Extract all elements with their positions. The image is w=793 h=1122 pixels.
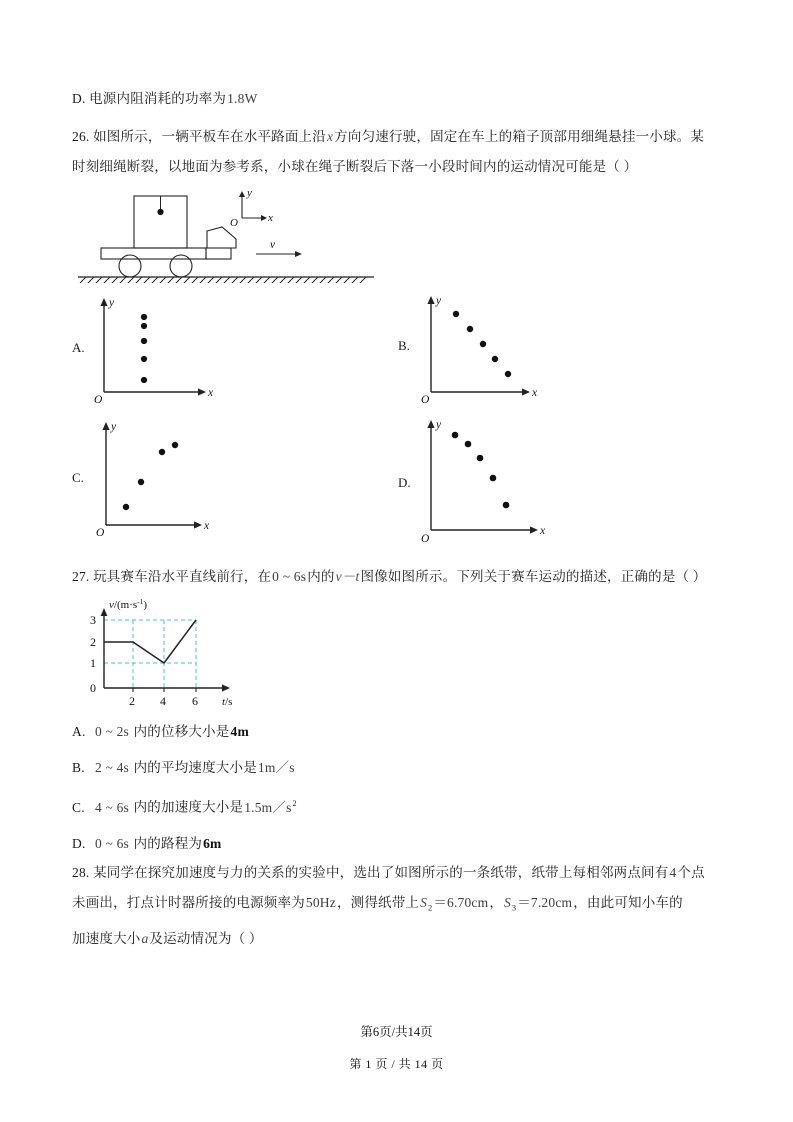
option-c-range: 4 ~ 6s	[95, 799, 130, 815]
question-27-option-b	[72, 750, 732, 786]
option-b-range: 2 ~ 4s	[95, 760, 130, 775]
option-b-value: 1m／s	[257, 760, 295, 775]
wheel-front	[170, 255, 192, 277]
question-26-text-b: 方向匀速行驶，固定在车上的箱子顶部用细绳悬挂一小球。某	[334, 129, 705, 144]
chart-x-arrow	[222, 684, 230, 691]
question-27-option-c	[72, 786, 732, 826]
flatbed-platform-right	[206, 248, 231, 259]
option-a-y-arrow	[100, 298, 107, 306]
previous-question-option-d	[72, 84, 722, 114]
question-27-option-d	[72, 826, 732, 862]
question-27-number: 27.	[72, 569, 90, 584]
question-27-text-c: 图像如图所示。下列关于赛车运动的描述，正确的是（ ）	[360, 569, 707, 584]
option-a-y-label: y	[109, 297, 115, 309]
option-c-origin: O	[96, 527, 105, 537]
chart-data-line	[104, 620, 196, 663]
page-footer-bottom: 第 1 页 / 共 14 页	[349, 1057, 444, 1071]
option-b-origin: O	[421, 394, 430, 404]
option-a-graph	[72, 292, 242, 404]
wheel-rear	[119, 255, 141, 277]
option-b-y-arrow	[427, 296, 434, 304]
velocity-arrow-head	[295, 251, 302, 257]
chart-x-axis-label: t/s	[222, 696, 233, 708]
question-28-s3-value: ＝7.20cm	[517, 895, 573, 910]
fig-origin-label: O	[230, 217, 238, 229]
question-28-text-e: ，由此可知小车的	[573, 895, 683, 910]
option-b-graph	[398, 286, 573, 404]
option-d-graph	[398, 410, 578, 545]
option-c-text: 内的加速度大小是	[133, 799, 244, 815]
question-27-option-a	[72, 714, 732, 750]
question-26-text-c: 时刻细绳断裂，以地面为参考系，小球在绳子断裂后下落一小段时间内的运动情况可能是（ ）	[72, 159, 638, 174]
option-c-x-label: x	[204, 520, 210, 532]
question-27-range: 0 ~ 6s	[272, 569, 307, 584]
fig-axis-y-label: y	[247, 187, 252, 199]
option-d-origin: O	[421, 533, 430, 545]
question-26-option-d	[398, 410, 578, 545]
fig-axis-x-label: x	[268, 212, 273, 224]
option-c-value: 1.5m／s	[244, 799, 292, 815]
cab	[207, 227, 236, 248]
question-27-vt-label: v－t	[335, 569, 360, 584]
question-27-line-1	[72, 562, 732, 592]
question-27-text-b: 内的	[307, 569, 335, 584]
question-26-text-a: 如图所示，一辆平板车在水平路面上沿	[93, 129, 326, 144]
question-27-text-a: 玩具赛车沿水平直线前行，在	[93, 569, 272, 584]
velocity-time-chart	[72, 592, 272, 710]
option-d-x-arrow	[530, 526, 538, 533]
option-b-x-arrow	[522, 388, 530, 395]
velocity-time-svg	[72, 592, 272, 710]
option-d-y-label: y	[436, 419, 442, 431]
document-body	[72, 84, 722, 182]
question-28-line-1	[72, 858, 737, 888]
option-a-text: 内的位移大小是	[133, 724, 230, 739]
flatbed-platform	[101, 248, 206, 259]
fig-axis-x-arrow	[261, 215, 267, 221]
question-26-option-c	[72, 412, 247, 537]
question-28-point-count: 4	[669, 865, 677, 880]
page-footer-top: 第6页/共14页	[360, 1025, 433, 1039]
question-28-number: 28.	[72, 865, 90, 880]
flatbed-cart-svg	[76, 186, 376, 286]
option-d-points	[452, 432, 510, 509]
question-28-variable-a: a	[141, 930, 149, 946]
option-b-x-label: x	[532, 387, 538, 399]
question-26-line-2	[72, 152, 722, 182]
option-d-range: 0 ~ 6s	[95, 835, 130, 851]
option-c-y-arrow	[102, 422, 109, 430]
option-b-y-label: y	[436, 295, 442, 307]
question-28-text-d: ，测得纸带上	[336, 895, 420, 910]
question-27-options	[72, 714, 732, 862]
option-a-origin: O	[94, 394, 103, 404]
question-28-line-2	[72, 888, 737, 924]
option-d-y-arrow	[427, 420, 434, 428]
question-26-number: 26.	[72, 129, 90, 144]
question-28-text-a: 某同学在探究加速度与力的关系的实验中，选出了如图所示的一条纸带，纸带上每相邻两点间有	[93, 865, 669, 880]
question-26-variable-x: x	[326, 129, 334, 144]
option-b-text: 内的平均速度大小是	[133, 760, 257, 775]
option-c-points	[123, 442, 178, 510]
chart-y-arrow	[101, 608, 108, 616]
option-d-x-label: x	[540, 525, 546, 537]
question-28-line-3	[72, 924, 737, 954]
hanging-ball	[157, 209, 163, 215]
question-26-option-a	[72, 292, 242, 404]
option-a-label: A.	[72, 340, 85, 355]
option-label: D.	[72, 91, 86, 106]
chart-xtick-4: 4	[160, 694, 166, 708]
option-c-value-exponent: 2	[292, 799, 297, 808]
fig-axis-y-arrow	[239, 191, 245, 197]
chart-ytick-3: 3	[90, 613, 96, 627]
flatbed-cart-figure	[76, 186, 376, 286]
chart-y-axis-label: $v/(m\cdot s^{-1})$	[109, 596, 148, 611]
option-a-x-arrow	[198, 388, 206, 395]
option-d-text: 内的路程为	[133, 835, 203, 851]
option-a-x-label: x	[208, 387, 214, 399]
option-c-label: C.	[72, 799, 85, 815]
question-28-s2-subscript: 2	[428, 903, 433, 913]
option-c-x-arrow	[194, 521, 202, 528]
option-c-graph	[72, 412, 247, 537]
option-b-label: B.	[398, 338, 410, 353]
option-b-label: B.	[72, 760, 85, 775]
question-28-text-f: 加速度大小	[72, 930, 141, 946]
velocity-label: v	[270, 239, 276, 251]
chart-ytick-2: 2	[90, 635, 96, 649]
option-d-label: D.	[398, 475, 411, 490]
question-28-stem	[72, 858, 737, 954]
chart-xtick-6: 6	[192, 694, 198, 708]
option-a-label: A.	[72, 724, 86, 739]
option-b-points	[453, 311, 511, 377]
option-value: 1.8W	[227, 91, 258, 106]
option-c-y-label: y	[111, 421, 117, 433]
option-a-points	[141, 314, 147, 383]
question-28-text-g: 及运动情况为（ ）	[149, 930, 263, 946]
question-26-option-b	[398, 286, 573, 404]
option-text: 电源内阻消耗的功率为	[89, 91, 227, 106]
question-28-s2-symbol: S	[420, 895, 428, 910]
option-d-label: D.	[72, 835, 86, 851]
question-28-text-c: 未画出，打点计时器所接的电源频率为	[72, 895, 305, 910]
question-27-stem	[72, 562, 732, 592]
question-28-s3-symbol: S	[504, 895, 511, 910]
question-28-s3-subscript: 3	[512, 903, 517, 913]
chart-xtick-2: 2	[129, 694, 135, 708]
option-a-range: 0 ~ 2s	[95, 724, 130, 739]
option-c-label: C.	[72, 470, 84, 485]
chart-ytick-1: 1	[90, 656, 96, 670]
question-26-stem	[72, 122, 722, 182]
chart-ytick-0: 0	[90, 681, 96, 695]
question-28-s2-value: ＝6.70cm	[433, 895, 489, 910]
question-28-text-b: 个点	[677, 865, 705, 880]
option-a-value: 4m	[230, 724, 249, 739]
question-28-frequency: 50Hz	[305, 895, 336, 910]
option-d-value: 6m	[203, 835, 222, 851]
question-26-line-1	[72, 122, 722, 152]
question-28-comma: ，	[489, 895, 504, 910]
ground-hatching	[80, 277, 366, 283]
